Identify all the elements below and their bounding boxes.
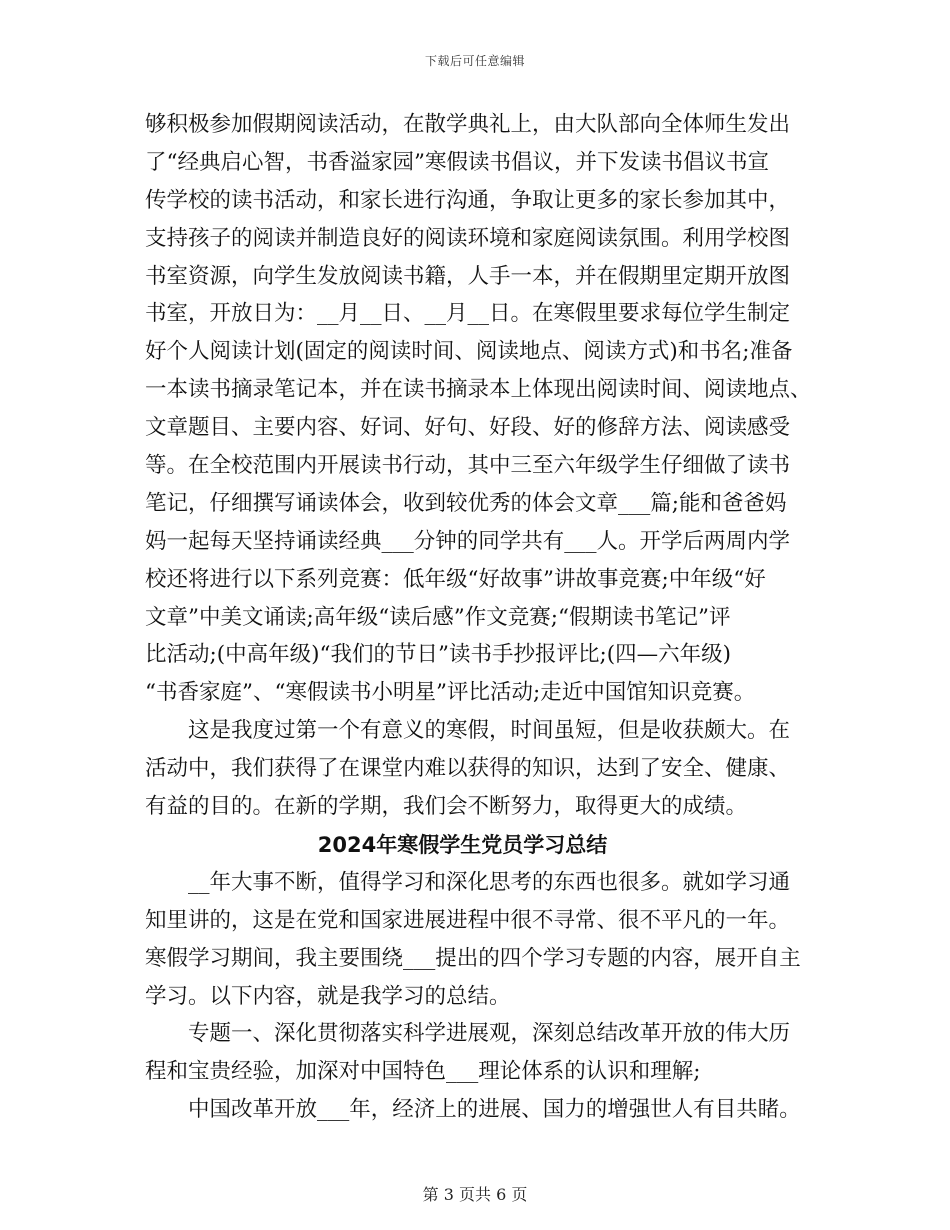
paragraph-topic-one bbox=[145, 1015, 810, 1091]
text-line: 比活动;(中高年级)“我们的节日”读书手抄报评比;(四—六年级) bbox=[145, 642, 732, 668]
text-line: 学习。以下内容，就是我学习的总结。 bbox=[145, 983, 511, 1009]
text-line: 寒假学习期间，我主要围绕___提出的四个学习专题的内容，展开自主 bbox=[145, 945, 801, 971]
text-line: 程和宝贵经验，加深对中国特色___理论体系的认识和理解; bbox=[145, 1059, 701, 1085]
text-line: 这是我度过第一个有意义的寒假，时间虽短，但是收获颇大。在 bbox=[145, 718, 791, 744]
text-line: 够积极参加假期阅读活动，在散学典礼上，由大队部向全体师生发出 bbox=[145, 112, 791, 137]
text-line: 有益的目的。在新的学期，我们会不断努力，取得更大的成绩。 bbox=[145, 794, 748, 820]
text-line: 中国改革开放___年，经济上的进展、国力的增强世人有目共睹。 bbox=[145, 1097, 801, 1123]
text-line: 书室，开放日为：__月__日、__月__日。在寒假里要求每位学生制定 bbox=[145, 301, 791, 327]
text-line: 一本读书摘录笔记本，并在读书摘录本上体现出阅读时间、阅读地点、 bbox=[145, 377, 812, 403]
text-line: 活动中，我们获得了在课堂内难以获得的知识，达到了安全、健康、 bbox=[145, 756, 791, 782]
paragraph-reading-activities bbox=[145, 106, 810, 712]
text-line: 专题一、深化贯彻落实科学进展观，深刻总结改革开放的伟大历 bbox=[145, 1021, 791, 1047]
text-line: 支持孩子的阅读并制造良好的阅读环境和家庭阅读氛围。利用学校图 bbox=[145, 225, 791, 251]
text-line: 校还将进行以下系列竞赛：低年级“好故事”讲故事竞赛;中年级“好 bbox=[145, 566, 766, 592]
text-line: 文章”中美文诵读;高年级“读后感”作文竞赛;“假期读书笔记”评 bbox=[145, 604, 731, 630]
text-line: 文章题目、主要内容、好词、好句、好段、好的修辞方法、阅读感受 bbox=[145, 415, 791, 441]
text-line: 知里讲的，这是在党和国家进展进程中很不寻常、很不平凡的一年。 bbox=[145, 907, 791, 933]
text-line: 传学校的读书活动，和家长进行沟通，争取让更多的家长参加其中， bbox=[145, 187, 791, 213]
text-line: 笔记，仔细撰写诵读体会，收到较优秀的体会文章___篇;能和爸爸妈 bbox=[145, 490, 787, 516]
text-line: 了“经典启心智，书香溢家园”寒假读书倡议，并下发读书倡议书宣 bbox=[145, 149, 769, 175]
text-line: 好个人阅读计划(固定的阅读时间、阅读地点、阅读方式)和书名;准备 bbox=[145, 339, 793, 365]
paragraph-conclusion bbox=[145, 712, 810, 826]
text-line: “书香家庭”、“寒假读书小明星”评比活动;走近中国馆知识竞赛。 bbox=[145, 680, 756, 706]
page-footer: 第 3 页共 6 页 bbox=[422, 1185, 528, 1204]
text-line: 等。在全校范围内开展读书行动，其中三至六年级学生仔细做了读书 bbox=[145, 453, 791, 479]
page-header: 下载后可任意编辑 bbox=[424, 54, 525, 68]
text-line: 妈一起每天坚持诵读经典___分钟的同学共有___人。开学后两周内学 bbox=[145, 528, 791, 554]
paragraph-reform-opening bbox=[145, 1091, 810, 1129]
paragraph-study-intro bbox=[145, 864, 810, 1016]
section-heading: 2024年寒假学生党员学习总结 bbox=[317, 832, 608, 857]
document-body bbox=[145, 106, 810, 1129]
text-line: __年大事不断，值得学习和深化思考的东西也很多。就如学习通 bbox=[145, 869, 791, 895]
text-line: 书室资源，向学生发放阅读书籍，人手一本，并在假期里定期开放图 bbox=[145, 263, 791, 289]
